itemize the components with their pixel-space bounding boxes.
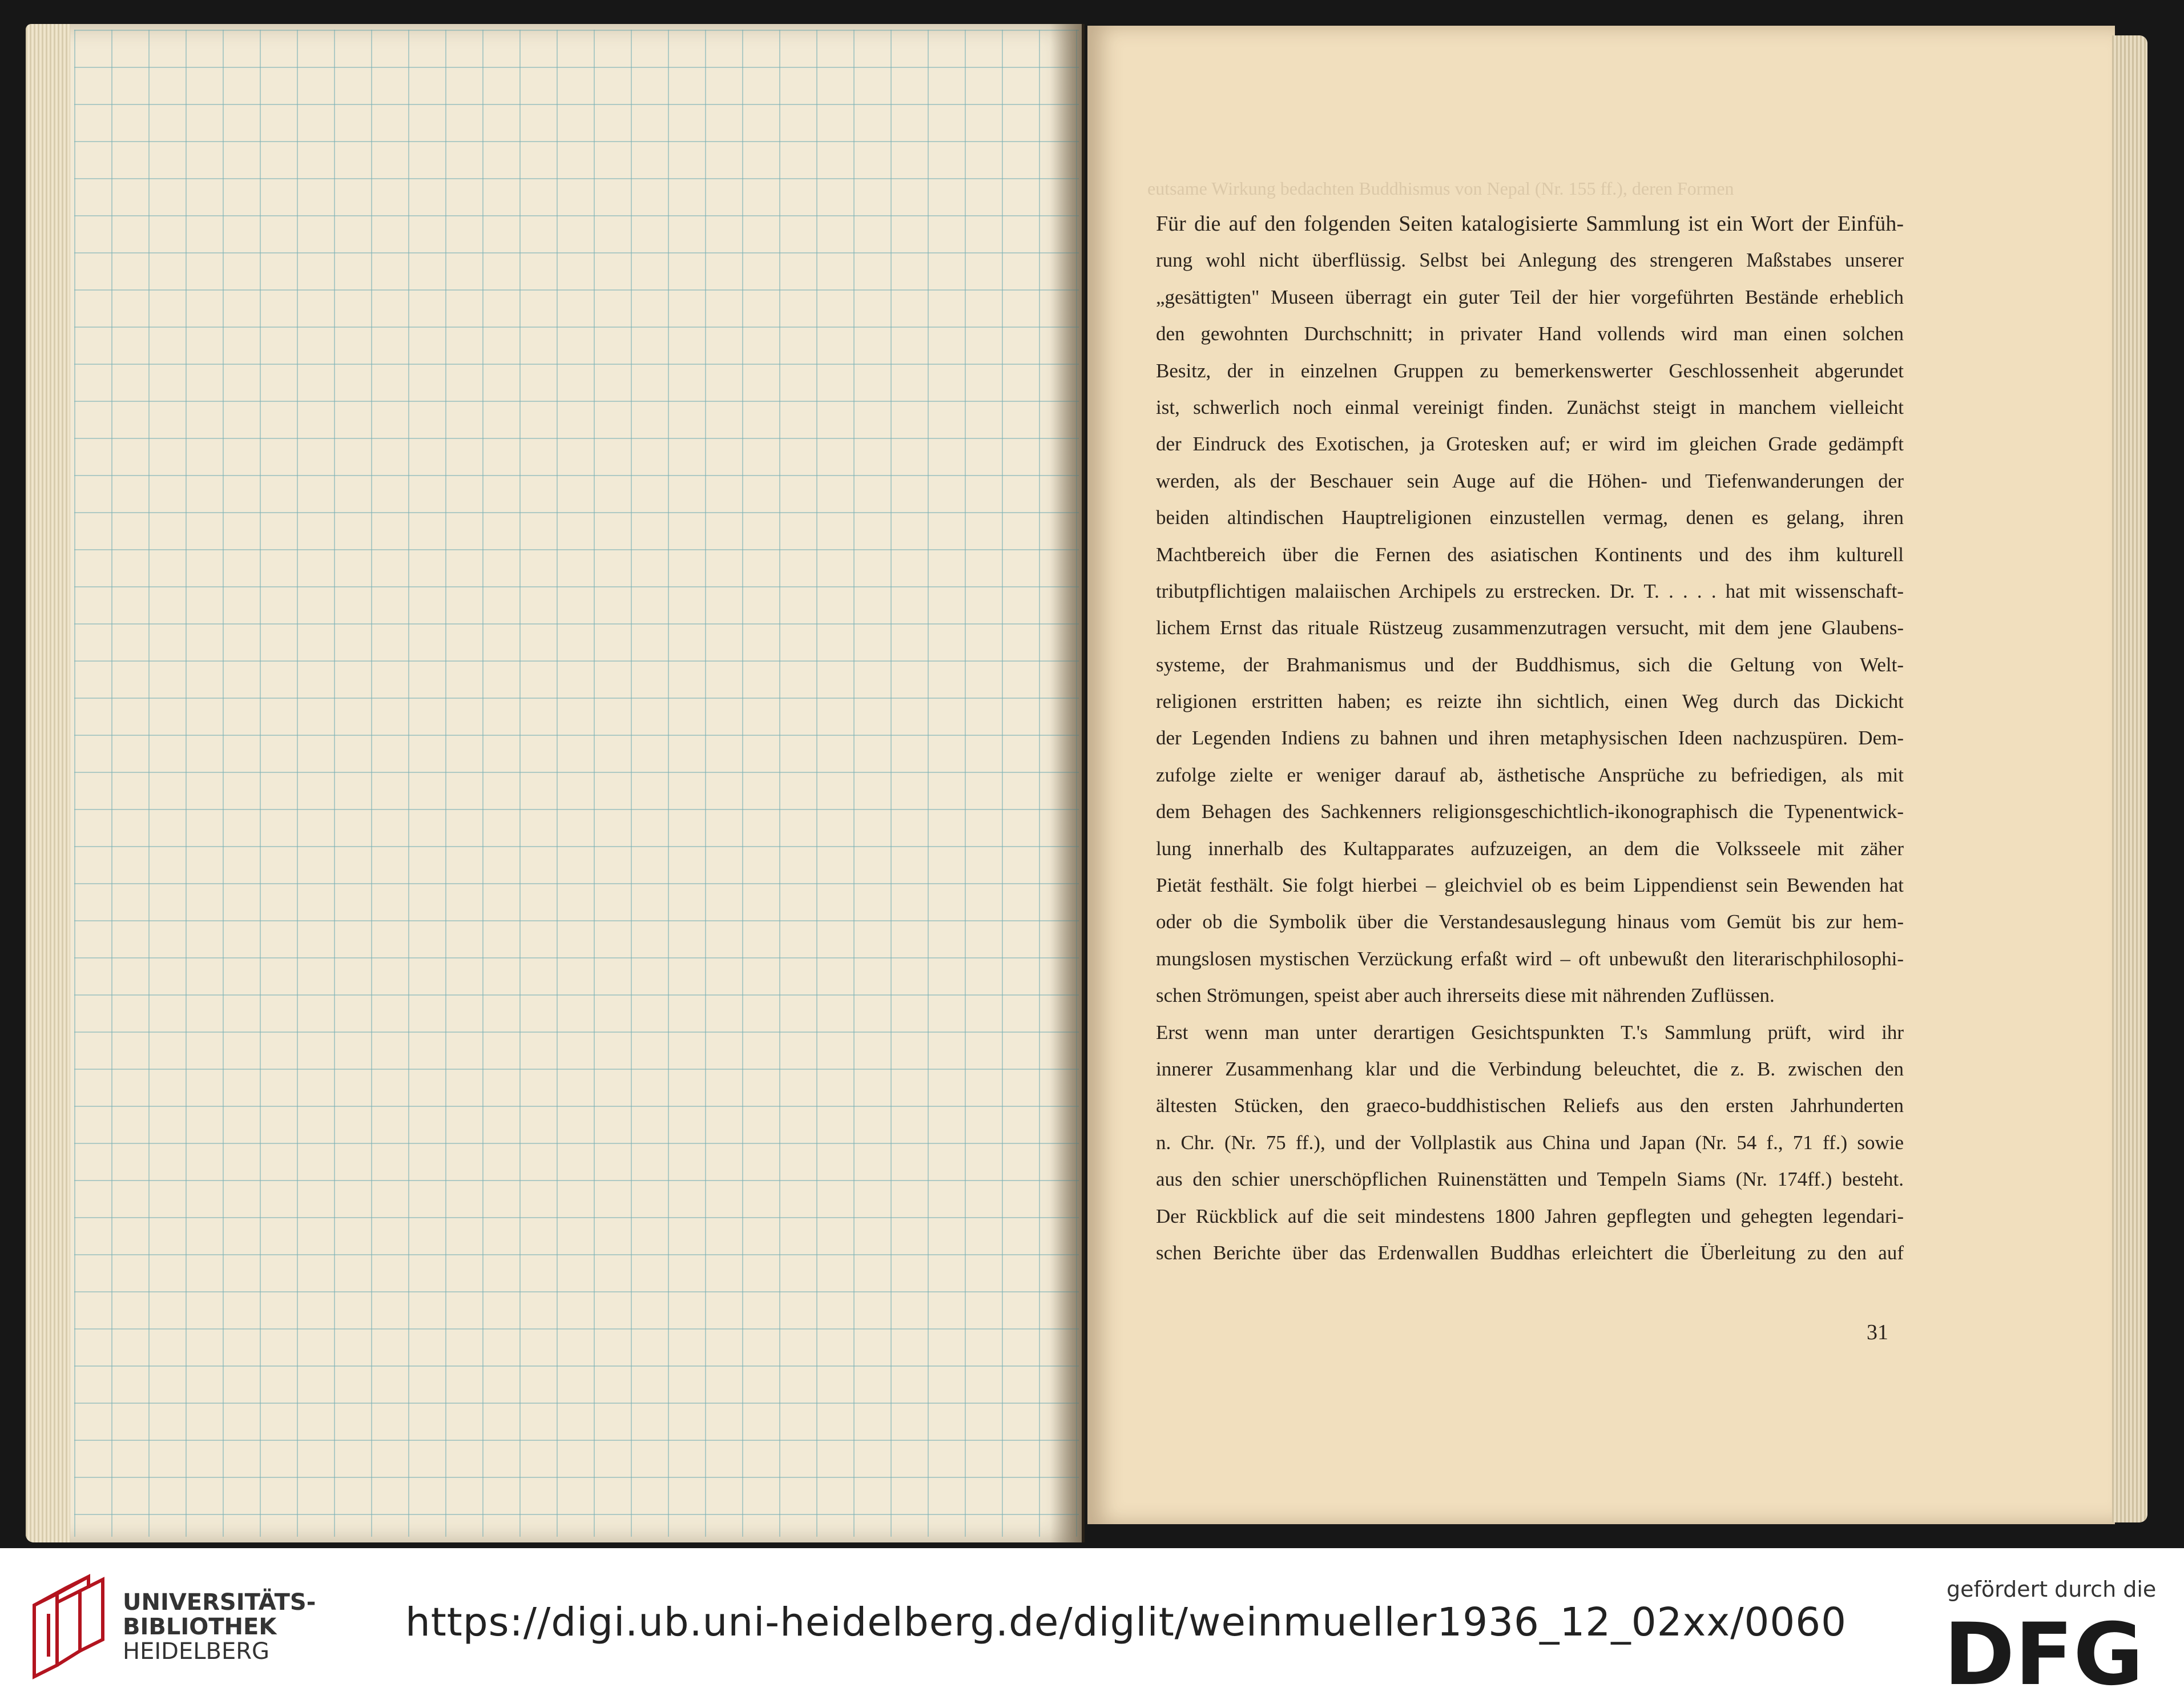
text-line: oder ob die Symbolik über die Verstandesauslegung hinaus vom Gemüt bis zur hem- [1156,911,1904,933]
text-line: mungslosen mystischen Verzückung erfaßt wird – oft unbewußt den literarischphilosophi- [1156,947,1904,970]
text-line: Für die auf den folgenden Seiten katalogisierte Sammlung ist ein Wort der Einfüh- [1156,212,1904,236]
text-line: lichem Ernst das rituale Rüstzeug zusammenzutragen versucht, mit dem jene Glaubens- [1156,617,1904,639]
text-line: Besitz, der in einzelnen Gruppen zu bemerkenswerter Geschlossenheit abgerundet [1156,359,1904,382]
text-line: innerer Zusammenhang klar und die Verbindung beleuchtet, die z. B. zwischen den [1156,1057,1904,1080]
library-name-line: BIBLIOTHEK [123,1614,277,1640]
text-line: zufolge zielte er weniger darauf ab, ästhetische Ansprüche zu befriedigen, als mit [1156,763,1904,786]
text-line: ist, schwerlich noch einmal vereinigt finden. Zunächst steigt in manchem vielleicht [1156,396,1904,418]
library-name [123,1590,316,1664]
text-line: ältesten Stücken, den graeco-buddhistischen Reliefs aus den ersten Jahrhunderten [1156,1094,1904,1117]
text-line: der Eindruck des Exotischen, ja Grotesken auf; er wird im gleichen Grade gedämpft [1156,433,1904,456]
funded-by-label: gefördert durch die [1947,1577,2157,1602]
text-line: der Legenden Indiens zu bahnen und ihren metaphysischen Ideen nachzuspüren. Dem- [1156,727,1904,750]
text-line: „gesättigten" Museen überragt ein guter Teil der hier vorgeführten Bestände erheblich [1156,285,1904,308]
text-line: lung innerhalb des Kultapparates aufzuzeigen, an dem die Volksseele mit zäher [1156,837,1904,860]
left-page-stack-edge [26,24,70,1542]
text-line: schen Berichte über das Erdenwallen Buddhas erleichtert die Überleitung zu den auf [1156,1241,1904,1264]
text-line: beiden altindischen Hauptreligionen einzustellen vermag, denen es gelang, ihren [1156,506,1904,529]
text-line: Pietät festhält. Sie folgt hierbei – gleichviel ob es beim Lippendienst sein Bewenden hat [1156,874,1904,897]
library-name-line: UNIVERSITÄTS- [123,1589,316,1616]
right-page-stack-edge [2112,35,2147,1522]
text-line: rung wohl nicht überflüssig. Selbst bei Anlegung des strengeren Maßstabes unserer [1156,249,1904,272]
bleed-through-text: eutsame Wirkung bedachten Buddhismus von Nepal (Nr. 155 ff.), deren Formen [1147,178,1734,199]
text-line: tributpflichtigen malaiischen Archipels zu erstrecken. Dr. T. . . . . hat mit wissenschaft- [1156,579,1904,602]
viewer-footer [0,1548,2184,1704]
text-line: Der Rückblick auf die seit mindestens 1800 Jahren gepflegten und gehegten legendari- [1156,1205,1904,1227]
text-line: werden, als der Beschauer sein Auge auf die Höhen- und Tiefenwanderungen der [1156,469,1904,492]
university-library-logo-icon [23,1571,108,1679]
text-line: religionen erstritten haben; es reizte ihn sichtlich, einen Weg durch das Dickicht [1156,690,1904,713]
book-gutter [1050,24,1085,1542]
text-line: n. Chr. (Nr. 75 ff.), und der Vollplastik aus China und Japan (Nr. 54 f., 71 ff.) sowie [1156,1131,1904,1154]
text-line: Erst wenn man unter derartigen Gesichtspunkten T.'s Sammlung prüft, wird ihr [1156,1021,1904,1044]
graph-paper-grid [74,30,1079,1537]
library-name-line: HEIDELBERG [123,1638,270,1665]
page-number: 31 [1867,1320,1888,1344]
body-text [1156,206,1904,1271]
text-line: Machtbereich über die Fernen des asiatischen Kontinents und des ihm kulturell [1156,543,1904,566]
text-line: systeme, der Brahmanismus und der Buddhismus, sich die Geltung von Welt- [1156,653,1904,676]
text-line: den gewohnten Durchschnitt; in privater Hand vollends wird man einen solchen [1156,323,1904,345]
text-line: aus den schier unerschöpflichen Ruinenstätten und Tempeln Siams (Nr. 174ff.) besteht. [1156,1168,1904,1191]
text-line: schen Strömungen, speist aber auch ihrerseits diese mit nährenden Zuflüssen. [1156,984,1775,1007]
text-line: dem Behagen des Sachkenners religionsgeschichtlich-ikonographisch die Typenentwick- [1156,800,1904,823]
dfg-logo-icon [1944,1611,2158,1691]
permalink-url[interactable]: https://digi.ub.uni-heidelberg.de/diglit/weinmueller1936_12_02xx/0060 [405,1600,1847,1645]
dfg-logo-text: DFG [1944,1611,2144,1691]
